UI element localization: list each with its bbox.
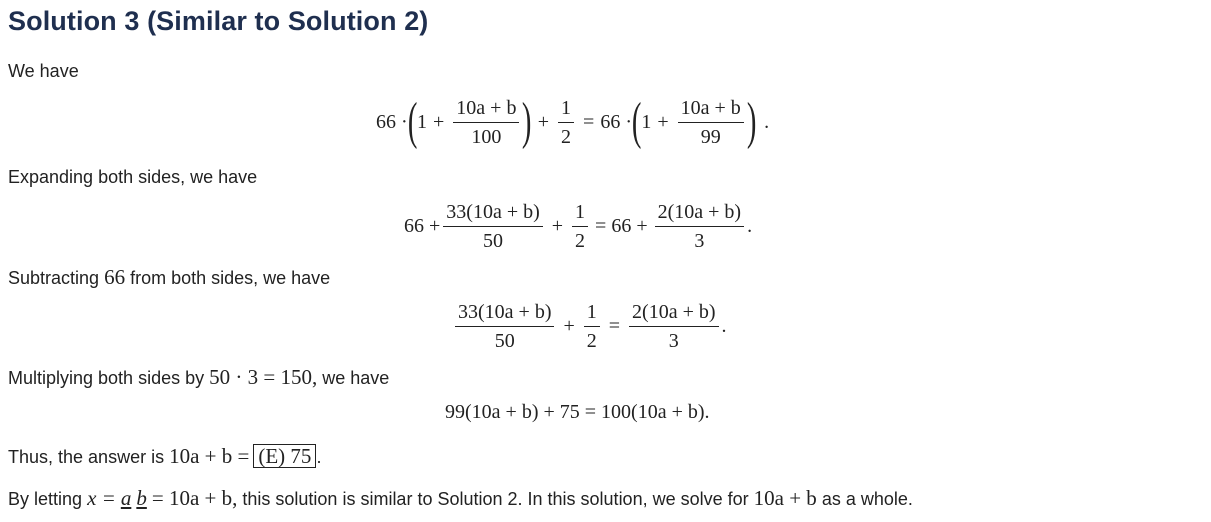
multiplying-text: [8, 366, 389, 389]
letting-math-mid: = 10a + b,: [151, 486, 238, 510]
eq1-right-paren-rhs: ): [746, 93, 757, 150]
eq3-den1: 50: [494, 330, 515, 352]
equation-3: [452, 301, 727, 352]
eq3-num2: 2(10a + b): [629, 301, 718, 327]
answer-text: [8, 444, 321, 468]
eq2-lead: 66 +: [404, 215, 441, 237]
eq2-den1: 50: [483, 230, 504, 252]
eq1-left-paren-rhs: (: [631, 93, 642, 150]
eq1-plus-2: +: [537, 110, 550, 133]
eq2-rhs: = 66 +: [595, 215, 648, 237]
letting-var-a: a: [120, 486, 132, 510]
subtracting-after: from both sides, we have: [130, 268, 331, 288]
eq4-text: 99(10a + b) + 75 = 100(10a + b).: [445, 401, 710, 423]
subtracting-math: 66: [104, 265, 126, 289]
multiplying-before: Multiplying both sides by: [8, 368, 205, 388]
eq1-num1: 10a + b: [453, 97, 519, 123]
letting-math-end: 10a + b: [753, 486, 817, 510]
eq1-plus: +: [433, 110, 445, 133]
eq1-half-den: 2: [561, 125, 572, 148]
answer-period: .: [316, 447, 322, 467]
eq1-coef: 66 ·: [376, 110, 408, 133]
letting-middle: this solution is similar to Solution 2. In this solution, we solve for: [242, 489, 749, 509]
subtracting-text: [8, 266, 330, 289]
letting-math-x: x =: [87, 486, 116, 510]
eq1-right-paren: ): [522, 93, 532, 150]
eq2-frac-right: [655, 201, 744, 252]
answer-before: Thus, the answer is: [8, 447, 165, 467]
eq2-num2: 2(10a + b): [655, 201, 744, 227]
eq3-den2: 3: [668, 330, 679, 352]
multiplying-math: 50 · 3 = 150,: [209, 365, 318, 389]
eq3-equals: =: [608, 315, 621, 337]
eq3-half: [584, 301, 600, 352]
letting-after: as a whole.: [821, 489, 913, 509]
eq3-frac-right: [629, 301, 718, 352]
eq1-equals: =: [583, 110, 595, 133]
eq1-left-paren: (: [407, 93, 418, 150]
eq1-one: 1: [417, 110, 427, 133]
letting-before: By letting: [8, 489, 83, 509]
multiplying-after: we have: [322, 368, 390, 388]
eq3-half-den: 2: [586, 330, 597, 352]
equation-1: [376, 93, 770, 150]
subtracting-before: Subtracting: [8, 268, 100, 288]
letting-text: [8, 487, 913, 510]
intro-text: We have: [8, 61, 79, 81]
eq3-frac-left: [455, 301, 554, 352]
eq2-frac-left: [443, 201, 542, 252]
equation-2: [404, 201, 752, 252]
eq1-den1: 100: [471, 125, 502, 148]
eq1-coef-rhs: 66 ·: [600, 110, 632, 133]
eq1-plus-rhs: +: [657, 110, 669, 133]
eq2-den2: 3: [694, 230, 705, 252]
solution-heading: Solution 3 (Similar to Solution 2): [8, 6, 429, 36]
eq2-plus: +: [551, 215, 564, 237]
eq3-half-num: 1: [584, 301, 600, 327]
answer-math: 10a + b =: [169, 444, 250, 468]
eq1-frac-left: [453, 97, 519, 148]
eq1-one-rhs: 1: [641, 110, 652, 133]
answer-box: (E) 75: [253, 444, 316, 468]
eq2-num1: 33(10a + b): [443, 201, 542, 227]
eq1-num2: 10a + b: [678, 97, 744, 123]
letting-var-b: b: [136, 486, 147, 510]
eq3-period: .: [721, 315, 727, 337]
eq1-period: .: [764, 110, 770, 133]
expanding-text: Expanding both sides, we have: [8, 167, 258, 187]
eq1-den2: 99: [700, 125, 721, 148]
eq3-num1: 33(10a + b): [455, 301, 554, 327]
eq2-half-den: 2: [575, 230, 586, 252]
eq2-half: [572, 201, 588, 252]
eq2-period: .: [747, 215, 753, 237]
eq1-half-num: 1: [558, 97, 574, 123]
eq2-half-num: 1: [572, 201, 588, 227]
eq3-plus: +: [563, 315, 575, 337]
equation-4: [445, 401, 710, 424]
eq1-frac-right: [678, 97, 744, 148]
eq1-half: [558, 97, 574, 148]
